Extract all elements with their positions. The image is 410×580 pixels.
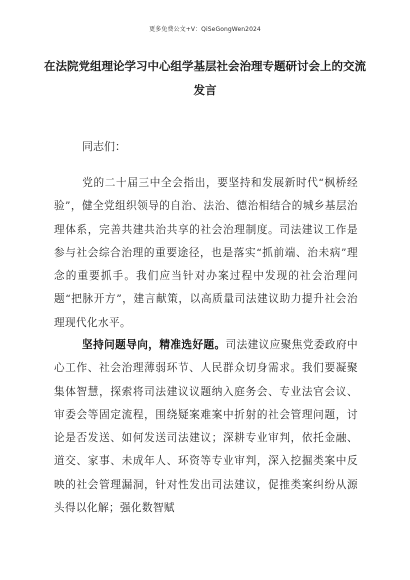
document-title: 在法院党组理论学习中心组学基层社会治理专题研讨会上的交流发言 xyxy=(44,59,366,97)
paragraph-2-text: 司法建议应聚焦党委政府中心工作、社会治理薄弱环节、人民群众切身需求。我们要凝聚集体智慧，探索将司法建议议题纳入庭务会、专业法官会议、审委会等固定流程，围绕疑案难案中折射的社会管理问题，讨论是否发送、如何发送司法建议；深耕专业审判，依托金融、道交、家事、未成年人、环资等专业审判，深入挖掘类案中反映的社会管理漏洞，针对性发出司法建议，促推类案纠纷从源头得以化解；强化数智赋 xyxy=(54,339,358,515)
paragraph-2 xyxy=(54,334,358,520)
paragraph-2-lead: 坚持问题导向，精准选好题。 xyxy=(82,339,226,351)
paragraph-1-text: 党的二十届三中全会指出，要坚持和发展新时代“枫桥经验”，健全党组织领导的自治、法治、德治相结合的城乡基层治理体系，完善共建共治共享的社会治理制度。司法建议工作是参与社会综合治理的重要途径，也是落实“抓前端、治未病”理念的重要抓手。我们应当针对办案过程中发现的社会治理问题“把脉开方”，建言献策，以高质量司法建议助力提升社会治理现代化水平。 xyxy=(54,177,358,329)
page-header: 更多免费公文+V：QiSeGongWen2024 xyxy=(149,26,261,33)
salutation: 同志们： xyxy=(82,140,126,153)
paragraph-1 xyxy=(54,172,358,335)
